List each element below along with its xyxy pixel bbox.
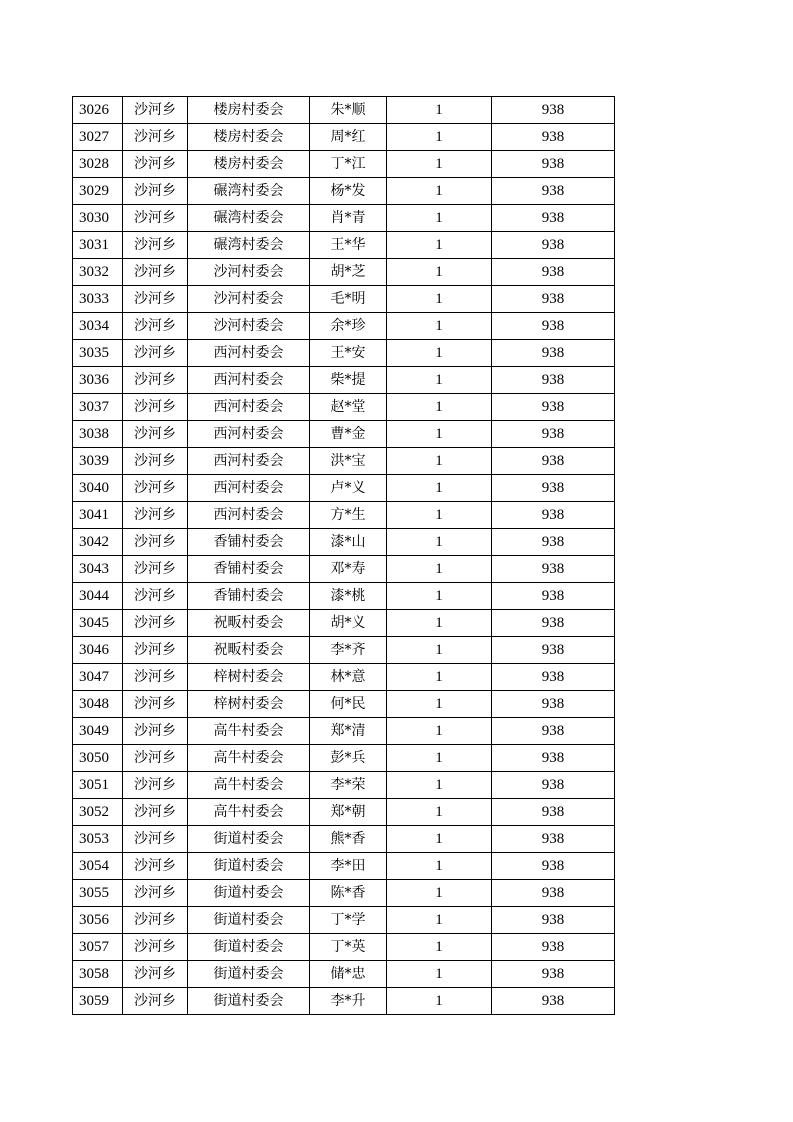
township-cell: 沙河乡	[123, 934, 188, 961]
amount-cell: 938	[492, 718, 615, 745]
row-number-cell: 3040	[73, 475, 123, 502]
township-cell: 沙河乡	[123, 961, 188, 988]
count-cell: 1	[387, 475, 492, 502]
village-committee-cell: 香铺村委会	[188, 529, 310, 556]
amount-cell: 938	[492, 664, 615, 691]
person-name-cell: 李*田	[310, 853, 387, 880]
table-row	[73, 907, 615, 934]
amount-cell: 938	[492, 367, 615, 394]
township-cell: 沙河乡	[123, 772, 188, 799]
village-committee-cell: 楼房村委会	[188, 124, 310, 151]
count-cell: 1	[387, 907, 492, 934]
amount-cell: 938	[492, 853, 615, 880]
township-cell: 沙河乡	[123, 178, 188, 205]
amount-cell: 938	[492, 421, 615, 448]
table-row	[73, 421, 615, 448]
amount-cell: 938	[492, 205, 615, 232]
person-name-cell: 周*红	[310, 124, 387, 151]
township-cell: 沙河乡	[123, 394, 188, 421]
table-row	[73, 340, 615, 367]
person-name-cell: 胡*芝	[310, 259, 387, 286]
township-cell: 沙河乡	[123, 718, 188, 745]
row-number-cell: 3041	[73, 502, 123, 529]
table-row	[73, 286, 615, 313]
table-row	[73, 799, 615, 826]
row-number-cell: 3032	[73, 259, 123, 286]
person-name-cell: 林*意	[310, 664, 387, 691]
township-cell: 沙河乡	[123, 475, 188, 502]
table-row	[73, 745, 615, 772]
row-number-cell: 3036	[73, 367, 123, 394]
village-committee-cell: 香铺村委会	[188, 556, 310, 583]
count-cell: 1	[387, 718, 492, 745]
table-row	[73, 853, 615, 880]
count-cell: 1	[387, 340, 492, 367]
township-cell: 沙河乡	[123, 502, 188, 529]
row-number-cell: 3059	[73, 988, 123, 1015]
village-committee-cell: 西河村委会	[188, 502, 310, 529]
village-committee-cell: 梓树村委会	[188, 664, 310, 691]
village-committee-cell: 高牛村委会	[188, 745, 310, 772]
amount-cell: 938	[492, 448, 615, 475]
count-cell: 1	[387, 880, 492, 907]
count-cell: 1	[387, 772, 492, 799]
amount-cell: 938	[492, 880, 615, 907]
count-cell: 1	[387, 745, 492, 772]
roster-table	[72, 96, 615, 1015]
township-cell: 沙河乡	[123, 124, 188, 151]
row-number-cell: 3030	[73, 205, 123, 232]
person-name-cell: 储*忠	[310, 961, 387, 988]
amount-cell: 938	[492, 691, 615, 718]
table-row	[73, 232, 615, 259]
village-committee-cell: 西河村委会	[188, 448, 310, 475]
township-cell: 沙河乡	[123, 799, 188, 826]
amount-cell: 938	[492, 934, 615, 961]
person-name-cell: 朱*顺	[310, 97, 387, 124]
table-row	[73, 934, 615, 961]
village-committee-cell: 街道村委会	[188, 961, 310, 988]
table-row	[73, 367, 615, 394]
amount-cell: 938	[492, 313, 615, 340]
row-number-cell: 3035	[73, 340, 123, 367]
amount-cell: 938	[492, 772, 615, 799]
person-name-cell: 陈*香	[310, 880, 387, 907]
row-number-cell: 3031	[73, 232, 123, 259]
row-number-cell: 3033	[73, 286, 123, 313]
village-committee-cell: 碾湾村委会	[188, 178, 310, 205]
amount-cell: 938	[492, 907, 615, 934]
row-number-cell: 3057	[73, 934, 123, 961]
township-cell: 沙河乡	[123, 232, 188, 259]
person-name-cell: 李*荣	[310, 772, 387, 799]
village-committee-cell: 楼房村委会	[188, 97, 310, 124]
village-committee-cell: 碾湾村委会	[188, 232, 310, 259]
village-committee-cell: 梓树村委会	[188, 691, 310, 718]
amount-cell: 938	[492, 799, 615, 826]
table-row	[73, 502, 615, 529]
count-cell: 1	[387, 286, 492, 313]
row-number-cell: 3043	[73, 556, 123, 583]
count-cell: 1	[387, 988, 492, 1015]
person-name-cell: 郑*清	[310, 718, 387, 745]
count-cell: 1	[387, 826, 492, 853]
village-committee-cell: 西河村委会	[188, 394, 310, 421]
person-name-cell: 郑*朝	[310, 799, 387, 826]
township-cell: 沙河乡	[123, 610, 188, 637]
row-number-cell: 3054	[73, 853, 123, 880]
village-committee-cell: 祝畈村委会	[188, 637, 310, 664]
count-cell: 1	[387, 313, 492, 340]
table-row	[73, 394, 615, 421]
township-cell: 沙河乡	[123, 880, 188, 907]
row-number-cell: 3027	[73, 124, 123, 151]
township-cell: 沙河乡	[123, 97, 188, 124]
village-committee-cell: 高牛村委会	[188, 799, 310, 826]
table-row	[73, 205, 615, 232]
person-name-cell: 余*珍	[310, 313, 387, 340]
person-name-cell: 何*民	[310, 691, 387, 718]
count-cell: 1	[387, 421, 492, 448]
count-cell: 1	[387, 934, 492, 961]
row-number-cell: 3049	[73, 718, 123, 745]
village-committee-cell: 沙河村委会	[188, 286, 310, 313]
row-number-cell: 3056	[73, 907, 123, 934]
person-name-cell: 曹*金	[310, 421, 387, 448]
amount-cell: 938	[492, 583, 615, 610]
count-cell: 1	[387, 394, 492, 421]
township-cell: 沙河乡	[123, 691, 188, 718]
row-number-cell: 3055	[73, 880, 123, 907]
row-number-cell: 3048	[73, 691, 123, 718]
row-number-cell: 3026	[73, 97, 123, 124]
village-committee-cell: 西河村委会	[188, 421, 310, 448]
township-cell: 沙河乡	[123, 826, 188, 853]
table-row	[73, 826, 615, 853]
table-row	[73, 718, 615, 745]
person-name-cell: 李*升	[310, 988, 387, 1015]
table-row	[73, 772, 615, 799]
table-row	[73, 988, 615, 1015]
row-number-cell: 3045	[73, 610, 123, 637]
count-cell: 1	[387, 151, 492, 178]
amount-cell: 938	[492, 232, 615, 259]
person-name-cell: 丁*江	[310, 151, 387, 178]
township-cell: 沙河乡	[123, 367, 188, 394]
amount-cell: 938	[492, 988, 615, 1015]
person-name-cell: 杨*发	[310, 178, 387, 205]
amount-cell: 938	[492, 97, 615, 124]
table-row	[73, 637, 615, 664]
table-row	[73, 124, 615, 151]
count-cell: 1	[387, 448, 492, 475]
person-name-cell: 王*安	[310, 340, 387, 367]
count-cell: 1	[387, 799, 492, 826]
amount-cell: 938	[492, 610, 615, 637]
person-name-cell: 丁*英	[310, 934, 387, 961]
amount-cell: 938	[492, 394, 615, 421]
amount-cell: 938	[492, 151, 615, 178]
table-row	[73, 313, 615, 340]
table-row	[73, 583, 615, 610]
township-cell: 沙河乡	[123, 286, 188, 313]
count-cell: 1	[387, 205, 492, 232]
table-row	[73, 259, 615, 286]
count-cell: 1	[387, 583, 492, 610]
amount-cell: 938	[492, 745, 615, 772]
village-committee-cell: 街道村委会	[188, 880, 310, 907]
township-cell: 沙河乡	[123, 529, 188, 556]
table-row	[73, 610, 615, 637]
village-committee-cell: 香铺村委会	[188, 583, 310, 610]
table-row	[73, 97, 615, 124]
count-cell: 1	[387, 664, 492, 691]
person-name-cell: 方*生	[310, 502, 387, 529]
count-cell: 1	[387, 556, 492, 583]
village-committee-cell: 沙河村委会	[188, 259, 310, 286]
row-number-cell: 3034	[73, 313, 123, 340]
count-cell: 1	[387, 124, 492, 151]
amount-cell: 938	[492, 826, 615, 853]
row-number-cell: 3053	[73, 826, 123, 853]
count-cell: 1	[387, 610, 492, 637]
township-cell: 沙河乡	[123, 151, 188, 178]
village-committee-cell: 街道村委会	[188, 826, 310, 853]
person-name-cell: 毛*明	[310, 286, 387, 313]
table-row	[73, 178, 615, 205]
row-number-cell: 3042	[73, 529, 123, 556]
count-cell: 1	[387, 232, 492, 259]
person-name-cell: 柴*提	[310, 367, 387, 394]
row-number-cell: 3046	[73, 637, 123, 664]
township-cell: 沙河乡	[123, 448, 188, 475]
table-row	[73, 961, 615, 988]
person-name-cell: 赵*堂	[310, 394, 387, 421]
amount-cell: 938	[492, 475, 615, 502]
township-cell: 沙河乡	[123, 340, 188, 367]
person-name-cell: 卢*义	[310, 475, 387, 502]
village-committee-cell: 楼房村委会	[188, 151, 310, 178]
count-cell: 1	[387, 961, 492, 988]
table-row	[73, 448, 615, 475]
village-committee-cell: 碾湾村委会	[188, 205, 310, 232]
township-cell: 沙河乡	[123, 313, 188, 340]
township-cell: 沙河乡	[123, 988, 188, 1015]
township-cell: 沙河乡	[123, 664, 188, 691]
row-number-cell: 3029	[73, 178, 123, 205]
table-row	[73, 529, 615, 556]
amount-cell: 938	[492, 556, 615, 583]
count-cell: 1	[387, 691, 492, 718]
person-name-cell: 漆*山	[310, 529, 387, 556]
village-committee-cell: 西河村委会	[188, 475, 310, 502]
township-cell: 沙河乡	[123, 556, 188, 583]
amount-cell: 938	[492, 961, 615, 988]
amount-cell: 938	[492, 502, 615, 529]
row-number-cell: 3052	[73, 799, 123, 826]
row-number-cell: 3051	[73, 772, 123, 799]
amount-cell: 938	[492, 340, 615, 367]
amount-cell: 938	[492, 286, 615, 313]
table-row	[73, 151, 615, 178]
township-cell: 沙河乡	[123, 907, 188, 934]
amount-cell: 938	[492, 124, 615, 151]
table-row	[73, 475, 615, 502]
amount-cell: 938	[492, 529, 615, 556]
table-row	[73, 556, 615, 583]
village-committee-cell: 高牛村委会	[188, 772, 310, 799]
village-committee-cell: 街道村委会	[188, 988, 310, 1015]
township-cell: 沙河乡	[123, 853, 188, 880]
row-number-cell: 3037	[73, 394, 123, 421]
village-committee-cell: 街道村委会	[188, 853, 310, 880]
person-name-cell: 彭*兵	[310, 745, 387, 772]
count-cell: 1	[387, 529, 492, 556]
village-committee-cell: 西河村委会	[188, 340, 310, 367]
person-name-cell: 肖*青	[310, 205, 387, 232]
township-cell: 沙河乡	[123, 637, 188, 664]
row-number-cell: 3050	[73, 745, 123, 772]
village-committee-cell: 高牛村委会	[188, 718, 310, 745]
roster-table-body	[73, 97, 615, 1015]
amount-cell: 938	[492, 637, 615, 664]
village-committee-cell: 祝畈村委会	[188, 610, 310, 637]
person-name-cell: 丁*学	[310, 907, 387, 934]
village-committee-cell: 街道村委会	[188, 907, 310, 934]
count-cell: 1	[387, 367, 492, 394]
row-number-cell: 3047	[73, 664, 123, 691]
count-cell: 1	[387, 259, 492, 286]
table-row	[73, 691, 615, 718]
amount-cell: 938	[492, 259, 615, 286]
township-cell: 沙河乡	[123, 745, 188, 772]
count-cell: 1	[387, 178, 492, 205]
count-cell: 1	[387, 853, 492, 880]
count-cell: 1	[387, 502, 492, 529]
amount-cell: 938	[492, 178, 615, 205]
township-cell: 沙河乡	[123, 259, 188, 286]
person-name-cell: 熊*香	[310, 826, 387, 853]
row-number-cell: 3044	[73, 583, 123, 610]
township-cell: 沙河乡	[123, 583, 188, 610]
person-name-cell: 洪*宝	[310, 448, 387, 475]
village-committee-cell: 西河村委会	[188, 367, 310, 394]
person-name-cell: 王*华	[310, 232, 387, 259]
count-cell: 1	[387, 97, 492, 124]
person-name-cell: 胡*义	[310, 610, 387, 637]
village-committee-cell: 沙河村委会	[188, 313, 310, 340]
township-cell: 沙河乡	[123, 421, 188, 448]
count-cell: 1	[387, 637, 492, 664]
row-number-cell: 3058	[73, 961, 123, 988]
row-number-cell: 3039	[73, 448, 123, 475]
table-row	[73, 664, 615, 691]
person-name-cell: 漆*桃	[310, 583, 387, 610]
person-name-cell: 邓*寿	[310, 556, 387, 583]
township-cell: 沙河乡	[123, 205, 188, 232]
person-name-cell: 李*齐	[310, 637, 387, 664]
row-number-cell: 3038	[73, 421, 123, 448]
table-row	[73, 880, 615, 907]
row-number-cell: 3028	[73, 151, 123, 178]
village-committee-cell: 街道村委会	[188, 934, 310, 961]
